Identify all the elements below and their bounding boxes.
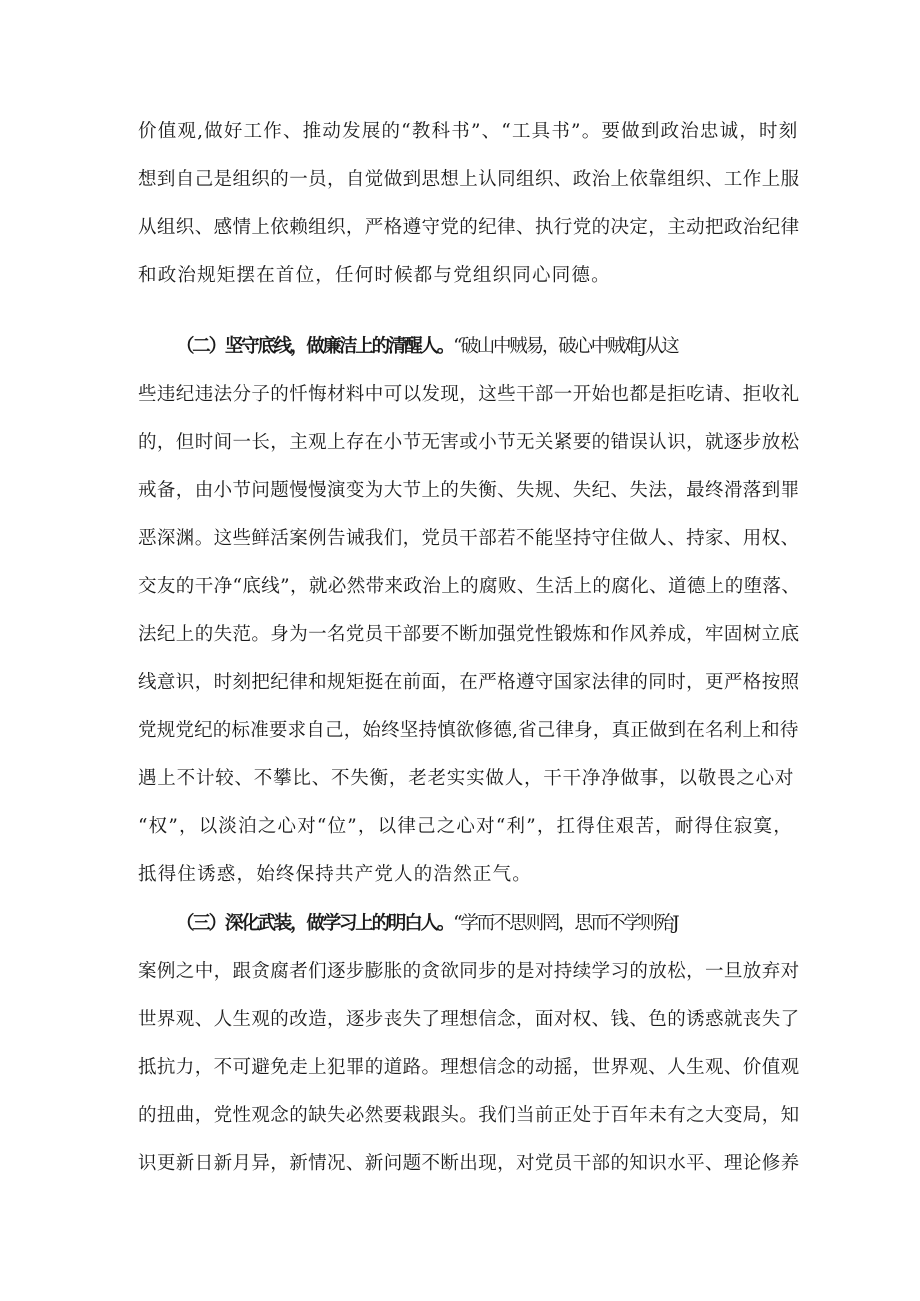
paragraph-line: “权”，以淡泊之心对“位”，以律己之心对“利”，扛得住艰苦，耐得住寂寞， — [138, 816, 793, 837]
section-3-lead-text: “学而不思则罔，思而不学则殆J — [453, 913, 678, 934]
paragraph-line: 识更新日新月异，新情况、新问题不断出现，对党员干部的知识水平、理论修养 — [138, 1153, 800, 1174]
paragraph-line: 价值观,做好工作、推动发展的“教科书”、“工具书”。要做到政治忠诚，时刻 — [138, 121, 799, 142]
section-3-first-line — [176, 912, 836, 936]
paragraph-line: 线意识，时刻把纪律和规矩挺在前面，在严格遵守国家法律的同时，更严格按照 — [138, 672, 800, 693]
section-2-lead-text: “破山中贼易，破心中贼难J从这 — [453, 336, 678, 357]
paragraph-line: 抵得住诱惑，始终保持共产党人的浩然正气。 — [138, 864, 533, 885]
paragraph-line: 交友的干净“底线”，就必然带来政治上的腐败、生活上的腐化、道德上的堕落、 — [138, 576, 801, 597]
section-3-heading: （三）深化武装，做学习上的明白人。 — [176, 913, 454, 934]
paragraph-line: 的扭曲，党性观念的缺失必然要栽跟头。我们当前正处于百年未有之大变局，知 — [138, 1105, 800, 1126]
paragraph-line: 和政治规矩摆在首位，任何时候都与党组织同心同德。 — [138, 265, 611, 286]
paragraph-line: 从组织、感情上依赖组织，严格遵守党的纪律、执行党的决定，主动把政治纪律 — [138, 217, 800, 238]
paragraph-line: 抵抗力，不可避免走上犯罪的道路。理想信念的动摇，世界观、人生观、价值观 — [138, 1057, 800, 1078]
paragraph-line: 恶深渊。这些鲜活案例告诫我们，党员干部若不能坚持守住做人、持家、用权、 — [138, 528, 800, 549]
paragraph-line: 案例之中，跟贪腐者们逐步膨胀的贪欲同步的是对持续学习的放松，一旦放弃对 — [138, 961, 800, 982]
paragraph-line: 些违纪违法分子的忏悔材料中可以发现，这些干部一开始也都是拒吃请、拒收礼 — [138, 384, 800, 405]
paragraph-line: 世界观、人生观的改造，逐步丧失了理想信念，面对权、钱、色的诱惑就丧失了 — [138, 1009, 800, 1030]
section-2-first-line — [176, 335, 836, 359]
paragraph-line: 法纪上的失范。身为一名党员干部要不断加强党性锻炼和作风养成，牢固树立底 — [138, 624, 800, 645]
paragraph-line: 党规党纪的标准要求自己，始终坚持慎欲修德,省己律身，真正做到在名利上和待 — [138, 720, 799, 741]
paragraph-line: 遇上不计较、不攀比、不失衡，老老实实做人，干干净净做事，以敬畏之心对 — [138, 768, 795, 789]
paragraph-line: 戒备，由小节问题慢慢演变为大节上的失衡、失规、失纪、失法，最终滑落到罪 — [138, 480, 800, 501]
paragraph-line: 的，但时间一长，主观上存在小节无害或小节无关紧要的错误认识，就逐步放松 — [138, 432, 800, 453]
paragraph-line: 想到自己是组织的一员，自觉做到思想上认同组织、政治上依靠组织、工作上服 — [138, 169, 800, 190]
section-2-heading: （二）坚守底线，做廉洁上的清醒人。 — [176, 336, 454, 357]
